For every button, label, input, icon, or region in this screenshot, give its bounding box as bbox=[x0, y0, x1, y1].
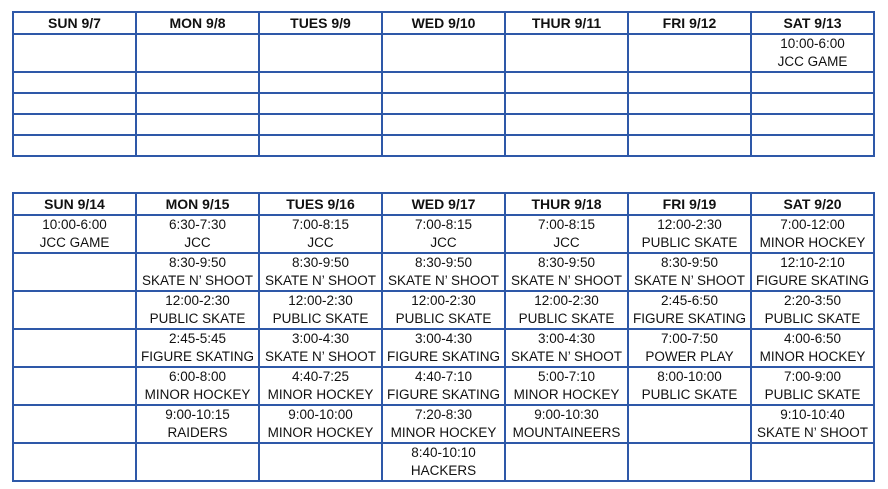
schedule-slot bbox=[136, 329, 259, 367]
slot-time: 9:00-10:00 bbox=[288, 407, 353, 422]
slot-time: 2:20-3:50 bbox=[783, 293, 842, 308]
slot-time: 12:00-2:30 bbox=[534, 293, 599, 308]
schedule-slot bbox=[382, 215, 505, 253]
schedule-slot bbox=[751, 34, 874, 72]
slot-event: PUBLIC SKATE bbox=[641, 387, 738, 402]
empty-slot bbox=[505, 34, 628, 72]
week-2-schedule-table bbox=[12, 192, 875, 482]
slot-event: MINOR HOCKEY bbox=[513, 387, 620, 402]
empty-slot bbox=[259, 93, 382, 114]
empty-slot bbox=[382, 135, 505, 156]
schedule-slot bbox=[628, 291, 751, 329]
slot-event: FIGURE SKATING bbox=[755, 273, 869, 288]
slot-time: 8:40-10:10 bbox=[411, 445, 476, 460]
slot-time: 10:00-6:00 bbox=[42, 217, 107, 232]
empty-slot bbox=[751, 72, 874, 93]
schedule-row bbox=[13, 93, 874, 114]
slot-time: 7:20-8:30 bbox=[414, 407, 473, 422]
slot-event: PUBLIC SKATE bbox=[641, 235, 738, 250]
empty-slot bbox=[628, 114, 751, 135]
schedule-slot bbox=[259, 291, 382, 329]
slot-time: 7:00-8:15 bbox=[414, 217, 473, 232]
slot-time: 5:00-7:10 bbox=[537, 369, 596, 384]
slot-event: JCC bbox=[553, 235, 580, 250]
day-header: TUES 9/9 bbox=[259, 12, 382, 34]
schedule-slot bbox=[259, 215, 382, 253]
slot-event: PUBLIC SKATE bbox=[764, 387, 861, 402]
day-header: SAT 9/20 bbox=[751, 193, 874, 215]
slot-time: 2:45-6:50 bbox=[660, 293, 719, 308]
day-header: WED 9/17 bbox=[382, 193, 505, 215]
slot-event: PUBLIC SKATE bbox=[149, 311, 246, 326]
slot-event: PUBLIC SKATE bbox=[764, 311, 861, 326]
slot-time: 4:00-6:50 bbox=[783, 331, 842, 346]
slot-time: 8:30-9:50 bbox=[414, 255, 473, 270]
slot-time: 12:00-2:30 bbox=[165, 293, 230, 308]
slot-event: SKATE N’ SHOOT bbox=[510, 273, 622, 288]
schedule-row bbox=[13, 34, 874, 72]
schedule-slot bbox=[505, 405, 628, 443]
slot-time: 2:45-5:45 bbox=[168, 331, 227, 346]
day-header: FRI 9/19 bbox=[628, 193, 751, 215]
empty-slot bbox=[628, 34, 751, 72]
empty-slot bbox=[628, 443, 751, 481]
slot-time: 3:00-4:30 bbox=[414, 331, 473, 346]
schedule-slot bbox=[259, 329, 382, 367]
day-header: FRI 9/12 bbox=[628, 12, 751, 34]
schedule-row bbox=[13, 291, 874, 329]
schedule-slot bbox=[136, 405, 259, 443]
empty-slot bbox=[382, 114, 505, 135]
slot-event: PUBLIC SKATE bbox=[518, 311, 615, 326]
slot-event: SKATE N’ SHOOT bbox=[387, 273, 499, 288]
empty-slot bbox=[382, 72, 505, 93]
slot-time: 12:00-2:30 bbox=[288, 293, 353, 308]
slot-time: 7:00-12:00 bbox=[780, 217, 845, 232]
schedule-slot bbox=[628, 253, 751, 291]
empty-slot bbox=[628, 93, 751, 114]
empty-slot bbox=[628, 72, 751, 93]
empty-slot bbox=[13, 114, 136, 135]
empty-slot bbox=[13, 135, 136, 156]
slot-event: HACKERS bbox=[410, 463, 477, 478]
slot-event: RAIDERS bbox=[167, 425, 228, 440]
schedule-slot bbox=[136, 367, 259, 405]
empty-slot bbox=[13, 405, 136, 443]
schedule-row bbox=[13, 405, 874, 443]
schedule-slot bbox=[505, 329, 628, 367]
empty-slot bbox=[751, 443, 874, 481]
empty-slot bbox=[13, 443, 136, 481]
slot-event: POWER PLAY bbox=[645, 349, 734, 364]
slot-time: 7:00-8:15 bbox=[291, 217, 350, 232]
slot-time: 8:30-9:50 bbox=[291, 255, 350, 270]
schedule-row bbox=[13, 135, 874, 156]
schedule-slot bbox=[505, 291, 628, 329]
schedule-row bbox=[13, 215, 874, 253]
slot-time: 9:10-10:40 bbox=[780, 407, 845, 422]
slot-time: 12:00-2:30 bbox=[411, 293, 476, 308]
slot-event: SKATE N’ SHOOT bbox=[633, 273, 745, 288]
slot-event: JCC bbox=[430, 235, 457, 250]
schedule-slot bbox=[751, 215, 874, 253]
schedule-slot bbox=[505, 253, 628, 291]
schedule-slot bbox=[382, 443, 505, 481]
week-2-header-row bbox=[13, 193, 874, 215]
empty-slot bbox=[628, 405, 751, 443]
slot-event: SKATE N’ SHOOT bbox=[756, 425, 868, 440]
slot-event: JCC GAME bbox=[777, 54, 848, 69]
schedule-slot bbox=[382, 405, 505, 443]
schedule-slot bbox=[382, 291, 505, 329]
slot-event: MINOR HOCKEY bbox=[267, 425, 374, 440]
day-header: THUR 9/18 bbox=[505, 193, 628, 215]
slot-time: 12:10-2:10 bbox=[780, 255, 845, 270]
empty-slot bbox=[13, 72, 136, 93]
slot-time: 9:00-10:15 bbox=[165, 407, 230, 422]
slot-event: MINOR HOCKEY bbox=[759, 349, 866, 364]
schedule-row bbox=[13, 443, 874, 481]
day-header: THUR 9/11 bbox=[505, 12, 628, 34]
slot-event: SKATE N’ SHOOT bbox=[510, 349, 622, 364]
schedule-slot bbox=[751, 253, 874, 291]
slot-event: FIGURE SKATING bbox=[140, 349, 254, 364]
slot-time: 7:00-8:15 bbox=[537, 217, 596, 232]
day-header: TUES 9/16 bbox=[259, 193, 382, 215]
slot-time: 12:00-2:30 bbox=[657, 217, 722, 232]
empty-slot bbox=[13, 93, 136, 114]
slot-time: 6:00-8:00 bbox=[168, 369, 227, 384]
schedule-slot bbox=[136, 253, 259, 291]
schedule-slot bbox=[136, 291, 259, 329]
empty-slot bbox=[259, 34, 382, 72]
empty-slot bbox=[259, 443, 382, 481]
schedule-slot bbox=[751, 405, 874, 443]
slot-event: MINOR HOCKEY bbox=[390, 425, 497, 440]
slot-event: MOUNTAINEERS bbox=[512, 425, 621, 440]
schedule-slot bbox=[259, 253, 382, 291]
day-header: MON 9/8 bbox=[136, 12, 259, 34]
slot-time: 8:30-9:50 bbox=[537, 255, 596, 270]
empty-slot bbox=[505, 72, 628, 93]
empty-slot bbox=[505, 443, 628, 481]
schedule-slot bbox=[382, 367, 505, 405]
week-1-schedule-table bbox=[12, 11, 875, 157]
schedule-slot bbox=[628, 367, 751, 405]
empty-slot bbox=[13, 253, 136, 291]
empty-slot bbox=[628, 135, 751, 156]
slot-time: 4:40-7:25 bbox=[291, 369, 350, 384]
slot-event: FIGURE SKATING bbox=[386, 387, 500, 402]
schedule-row bbox=[13, 72, 874, 93]
slot-event: SKATE N’ SHOOT bbox=[264, 273, 376, 288]
slot-event: MINOR HOCKEY bbox=[144, 387, 251, 402]
empty-slot bbox=[505, 93, 628, 114]
schedule-slot bbox=[136, 215, 259, 253]
day-header: MON 9/15 bbox=[136, 193, 259, 215]
schedule-slot bbox=[505, 215, 628, 253]
schedule-slot bbox=[13, 215, 136, 253]
empty-slot bbox=[382, 93, 505, 114]
slot-event: SKATE N’ SHOOT bbox=[141, 273, 253, 288]
schedule-slot bbox=[259, 405, 382, 443]
empty-slot bbox=[751, 93, 874, 114]
slot-event: MINOR HOCKEY bbox=[267, 387, 374, 402]
empty-slot bbox=[136, 72, 259, 93]
schedule-slot bbox=[259, 367, 382, 405]
empty-slot bbox=[13, 367, 136, 405]
empty-slot bbox=[751, 114, 874, 135]
slot-time: 8:00-10:00 bbox=[657, 369, 722, 384]
empty-slot bbox=[136, 34, 259, 72]
schedule-slot bbox=[505, 367, 628, 405]
week-1-header-row bbox=[13, 12, 874, 34]
schedule-slot bbox=[382, 329, 505, 367]
day-header: WED 9/10 bbox=[382, 12, 505, 34]
empty-slot bbox=[13, 329, 136, 367]
schedule-slot bbox=[628, 215, 751, 253]
slot-time: 6:30-7:30 bbox=[168, 217, 227, 232]
empty-slot bbox=[136, 443, 259, 481]
empty-slot bbox=[13, 34, 136, 72]
schedule-row bbox=[13, 114, 874, 135]
slot-event: JCC bbox=[307, 235, 334, 250]
slot-event: FIGURE SKATING bbox=[632, 311, 746, 326]
slot-event: PUBLIC SKATE bbox=[395, 311, 492, 326]
schedule-slot bbox=[751, 291, 874, 329]
slot-event: SKATE N’ SHOOT bbox=[264, 349, 376, 364]
empty-slot bbox=[505, 114, 628, 135]
slot-time: 8:30-9:50 bbox=[660, 255, 719, 270]
slot-time: 7:00-9:00 bbox=[783, 369, 842, 384]
schedule-row bbox=[13, 329, 874, 367]
slot-time: 10:00-6:00 bbox=[780, 36, 845, 51]
empty-slot bbox=[259, 72, 382, 93]
day-header: SAT 9/13 bbox=[751, 12, 874, 34]
empty-slot bbox=[505, 135, 628, 156]
slot-time: 4:40-7:10 bbox=[414, 369, 473, 384]
empty-slot bbox=[136, 135, 259, 156]
slot-event: PUBLIC SKATE bbox=[272, 311, 369, 326]
day-header: SUN 9/7 bbox=[13, 12, 136, 34]
empty-slot bbox=[259, 114, 382, 135]
empty-slot bbox=[136, 93, 259, 114]
schedule-slot bbox=[751, 329, 874, 367]
empty-slot bbox=[259, 135, 382, 156]
empty-slot bbox=[751, 135, 874, 156]
schedule-slot bbox=[628, 329, 751, 367]
slot-event: MINOR HOCKEY bbox=[759, 235, 866, 250]
schedule-row bbox=[13, 253, 874, 291]
day-header: SUN 9/14 bbox=[13, 193, 136, 215]
slot-time: 7:00-7:50 bbox=[660, 331, 719, 346]
empty-slot bbox=[136, 114, 259, 135]
slot-event: FIGURE SKATING bbox=[386, 349, 500, 364]
slot-time: 8:30-9:50 bbox=[168, 255, 227, 270]
empty-slot bbox=[13, 291, 136, 329]
slot-event: JCC GAME bbox=[39, 235, 110, 250]
empty-slot bbox=[382, 34, 505, 72]
slot-time: 9:00-10:30 bbox=[534, 407, 599, 422]
schedule-row bbox=[13, 367, 874, 405]
slot-time: 3:00-4:30 bbox=[537, 331, 596, 346]
schedule-slot bbox=[751, 367, 874, 405]
schedule-slot bbox=[382, 253, 505, 291]
slot-time: 3:00-4:30 bbox=[291, 331, 350, 346]
slot-event: JCC bbox=[184, 235, 211, 250]
